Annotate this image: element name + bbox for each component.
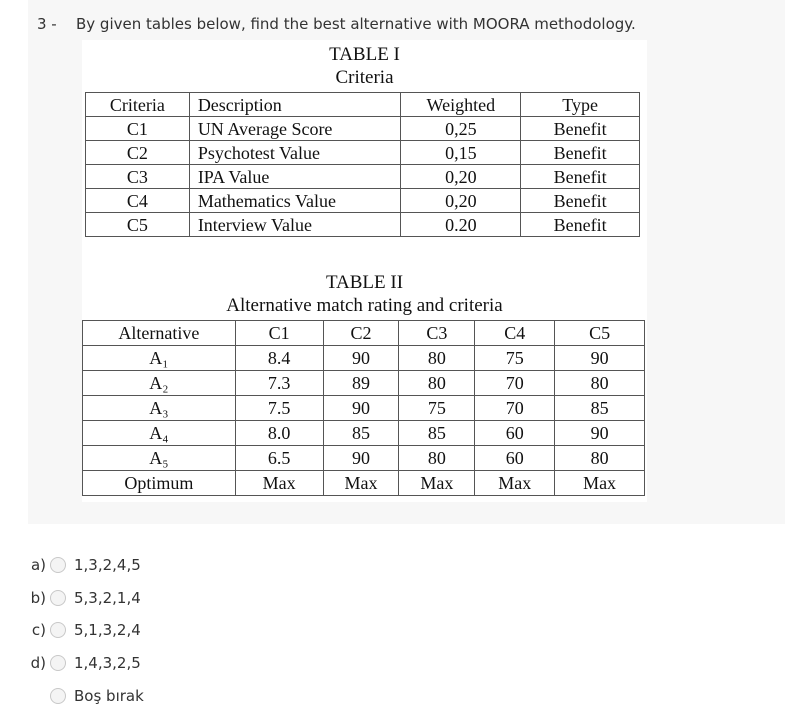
table-row — [86, 117, 640, 141]
option-d[interactable] — [0, 651, 141, 675]
option-label: c) — [31, 621, 46, 639]
table-cell: Mathematics Value — [189, 189, 401, 213]
table-cell: 89 — [323, 371, 399, 396]
table-row — [83, 371, 645, 396]
table1-caption-title: TABLE I — [329, 44, 400, 65]
table-cell: A₄ — [83, 421, 236, 446]
table-header-cell: C3 — [399, 321, 475, 346]
table-header-cell: C1 — [235, 321, 323, 346]
table-cell: IPA Value — [189, 165, 401, 189]
option-c[interactable] — [0, 618, 141, 642]
table-cell: Max — [235, 471, 323, 496]
table-header-cell: Description — [189, 93, 401, 117]
table-cell: 80 — [399, 371, 475, 396]
table-cell: A₂ — [83, 371, 236, 396]
table-header-cell: C5 — [555, 321, 645, 346]
table-cell: 8.4 — [235, 346, 323, 371]
table-cell: 90 — [323, 346, 399, 371]
table-header-cell: Alternative — [83, 321, 236, 346]
table-cell: Optimum — [83, 471, 236, 496]
criteria-table — [85, 92, 640, 237]
table-cell: C4 — [86, 189, 190, 213]
table-row — [86, 165, 640, 189]
table-cell: 70 — [475, 396, 555, 421]
option-label: d) — [30, 654, 46, 672]
table-header-cell: C4 — [475, 321, 555, 346]
table-cell: 0,20 — [401, 189, 521, 213]
table-cell: A₁ — [83, 346, 236, 371]
option-b[interactable] — [0, 586, 141, 610]
table-cell: Benefit — [521, 165, 640, 189]
table-cell: Max — [555, 471, 645, 496]
table-cell: 75 — [399, 396, 475, 421]
table-cell: 8.0 — [235, 421, 323, 446]
table-row — [86, 141, 640, 165]
radio-button[interactable] — [50, 688, 66, 704]
question-figure — [82, 40, 647, 502]
table-cell: Max — [323, 471, 399, 496]
table-cell: 85 — [555, 396, 645, 421]
table-cell: 90 — [555, 346, 645, 371]
table-cell: Benefit — [521, 189, 640, 213]
table-cell: Max — [399, 471, 475, 496]
table-cell: UN Average Score — [189, 117, 401, 141]
table-cell: 80 — [555, 446, 645, 471]
table-cell: Benefit — [521, 141, 640, 165]
table-cell: A₅ — [83, 446, 236, 471]
table-cell: 80 — [399, 346, 475, 371]
table-header-cell: Weighted — [401, 93, 521, 117]
table-header-cell: Type — [521, 93, 640, 117]
option-skip[interactable] — [0, 684, 144, 708]
radio-button[interactable] — [50, 622, 66, 638]
table-header-cell: Criteria — [86, 93, 190, 117]
radio-button[interactable] — [50, 590, 66, 606]
table-row — [83, 396, 645, 421]
table-cell: 60 — [475, 421, 555, 446]
table-header-row — [83, 321, 645, 346]
table-cell: 90 — [323, 396, 399, 421]
table2-caption-title: TABLE II — [325, 272, 404, 293]
option-label: a) — [30, 556, 46, 574]
rating-table — [82, 320, 645, 496]
table-cell: 75 — [475, 346, 555, 371]
table-cell: Benefit — [521, 117, 640, 141]
option-text[interactable]: 1,3,2,4,5 — [74, 556, 141, 574]
table2-caption-sub: Alternative match rating and criteria — [226, 295, 503, 316]
option-text[interactable]: 5,3,2,1,4 — [74, 589, 141, 607]
table-cell: 0.20 — [401, 213, 521, 237]
option-a[interactable] — [0, 553, 141, 577]
table-cell: Max — [475, 471, 555, 496]
table-cell: 85 — [399, 421, 475, 446]
table-row — [86, 213, 640, 237]
table-cell: Interview Value — [189, 213, 401, 237]
table-cell: 60 — [475, 446, 555, 471]
table-cell: 0,25 — [401, 117, 521, 141]
table-cell: 7.5 — [235, 396, 323, 421]
table-cell: C2 — [86, 141, 190, 165]
table-footer-row — [83, 471, 645, 496]
table-cell: C5 — [86, 213, 190, 237]
table-cell: 7.3 — [235, 371, 323, 396]
table-row — [83, 421, 645, 446]
question-number: 3 - — [37, 15, 57, 33]
table-cell: 70 — [475, 371, 555, 396]
option-label: b) — [30, 589, 46, 607]
table-cell: 85 — [323, 421, 399, 446]
table-cell: 6.5 — [235, 446, 323, 471]
table-cell: Psychotest Value — [189, 141, 401, 165]
table-cell: 0,15 — [401, 141, 521, 165]
question-text: By given tables below, find the best alternative with MOORA methodology. — [76, 15, 636, 33]
option-text[interactable]: 1,4,3,2,5 — [74, 654, 141, 672]
table-cell: 90 — [555, 421, 645, 446]
table-row — [86, 189, 640, 213]
table-row — [83, 446, 645, 471]
table-cell: 90 — [323, 446, 399, 471]
radio-button[interactable] — [50, 655, 66, 671]
table-cell: C1 — [86, 117, 190, 141]
radio-button[interactable] — [50, 557, 66, 573]
table-cell: 80 — [555, 371, 645, 396]
table-header-row — [86, 93, 640, 117]
table-cell: C3 — [86, 165, 190, 189]
table-row — [83, 346, 645, 371]
table-header-cell: C2 — [323, 321, 399, 346]
option-text[interactable]: 5,1,3,2,4 — [74, 621, 141, 639]
table1-caption-sub: Criteria — [335, 67, 394, 88]
table-cell: 80 — [399, 446, 475, 471]
option-text[interactable]: Boş bırak — [74, 687, 144, 705]
table-cell: 0,20 — [401, 165, 521, 189]
table-cell: Benefit — [521, 213, 640, 237]
table-cell: A₃ — [83, 396, 236, 421]
